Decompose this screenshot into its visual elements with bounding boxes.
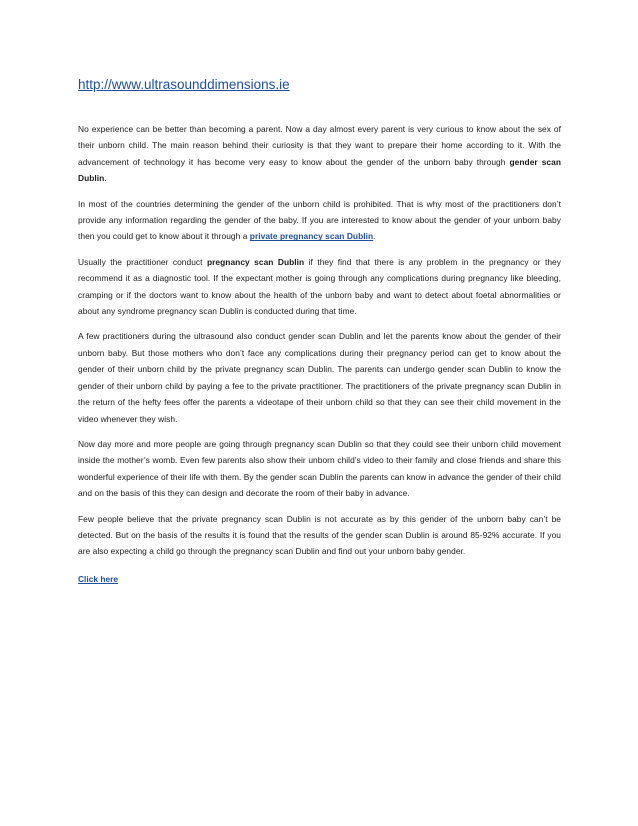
paragraph-prohibited-text: In most of the countries determining the gender of the unborn child is prohibited. That is why most of the practitioners don’t provide any information regarding the gender of the baby. If you are interested to know about the gender of your unborn baby then you could get to know about it through a	[78, 198, 561, 242]
paragraph-accuracy: Few people believe that the private pregnancy scan Dublin is not accurate as by this gender of the unborn baby can’t be detected. But on the basis of the results it is found that the results of the gender scan Dublin is around 85-92% accurate. If you are also expecting a child go through the pregnancy scan Dublin and find out your unborn baby gender.	[78, 513, 561, 557]
site-url-link[interactable]: http://www.ultrasounddimensions.ie	[78, 77, 290, 92]
pregnancy-scan-bold: pregnancy scan Dublin	[206, 256, 305, 267]
paragraph-video: Now day more and more people are going through pregnancy scan Dublin so that they could see their unborn child movement inside the mother’s womb. Even few parents also show their unborn child’s video to their family and close friends and share this wonderful experience of their life with them. By the gender scan Dublin the parents can know in advance the gender of their child and on the basis of this they can design and decorate the room of their baby in advance.	[78, 438, 561, 499]
paragraph-practitioner-text: if they find that there is any problem in the pregnancy or they recommend it as a diagnostic tool. If the expectant mother is going through any complications during pregnancy like bleeding, cramping or if the doctors want to know about the health of the unborn baby and want to detect about foetal abnormalities or about any syndrome pregnancy scan Dublin is conducted during that time.	[78, 256, 561, 317]
paragraph-practitioner-start: Usually the practitioner conduct	[78, 256, 207, 267]
paragraph-intro-text: No experience can be better than becoming a parent. Now a day almost every parent is very curious to know about the sex of their unborn child. The main reason behind their curiosity is that they want to prepare their home according to it. With the advancement of technology it has become very easy to know about the gender of the unborn baby through	[78, 124, 561, 167]
document-body	[78, 76, 561, 587]
paragraph-practitioner	[78, 254, 561, 320]
paragraph-ultrasound: A few practitioners during the ultrasound also conduct gender scan Dublin and let the parents know about the gender of their unborn baby. But those mothers who don’t face any complications during their pregnancy period can get to know about the gender of their unborn child by the private pregnancy scan Dublin. The parents can undergo gender scan Dublin to know the gender of their unborn child by paying a fee to the private practitioner. The practitioners of the private pregnancy scan Dublin in the return of the hefty fees offer the parents a videotape of their unborn child so that they can see their child movement in the video whenever they wish.	[78, 331, 561, 424]
paragraph-prohibited-end: .	[373, 231, 376, 242]
paragraph-prohibited	[78, 196, 561, 245]
paragraph-intro-end: .	[104, 173, 107, 184]
click-here-link[interactable]: Click here	[78, 573, 119, 584]
gender-scan-bold: gender scan Dublin	[78, 156, 561, 184]
paragraph-intro	[78, 121, 561, 187]
private-pregnancy-scan-link[interactable]: private pregnancy scan Dublin	[249, 231, 374, 242]
